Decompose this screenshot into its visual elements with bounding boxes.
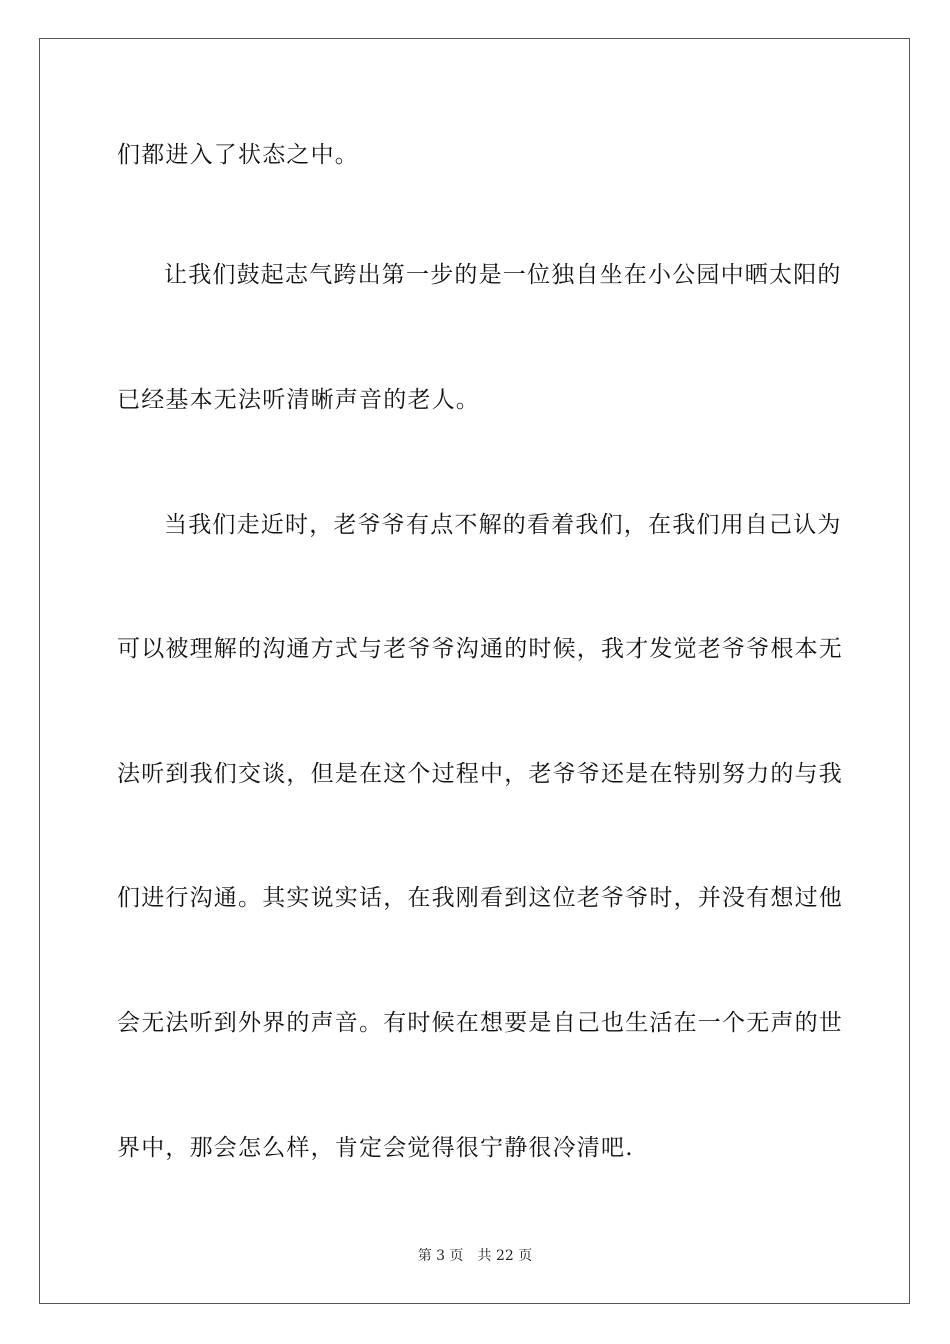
paragraph-first-line: 让我们鼓起志气跨出第一步的是一位独自坐在小公园中晒太阳的 [164,262,842,288]
page-total: 共 22 页 [477,1248,533,1264]
body-text-line: 法听到我们交谈，但是在这个过程中，老爷爷还是在特别努力的与我 [117,761,843,787]
body-text-line: 已经基本无法听清晰声音的老人。 [117,387,480,413]
body-text-line: 会无法听到外界的声音。有时候在想要是自己也生活在一个无声的世 [117,1010,843,1036]
page-number: 第 3 页 [417,1248,464,1264]
paragraph-first-line: 当我们走近时，老爷爷有点不解的看着我们，在我们用自己认为 [164,512,842,538]
page-footer [0,1247,950,1265]
body-text-line: 们都进入了状态之中。 [117,142,359,168]
page-border [39,38,910,1304]
body-text-line: 界中，那会怎么样，肯定会觉得很宁静很冷清吧. [117,1135,634,1161]
body-text-line: 们进行沟通。其实说实话，在我刚看到这位老爷爷时，并没有想过他 [117,885,843,911]
body-text-line: 可以被理解的沟通方式与老爷爷沟通的时候，我才发觉老爷爷根本无 [117,636,843,662]
